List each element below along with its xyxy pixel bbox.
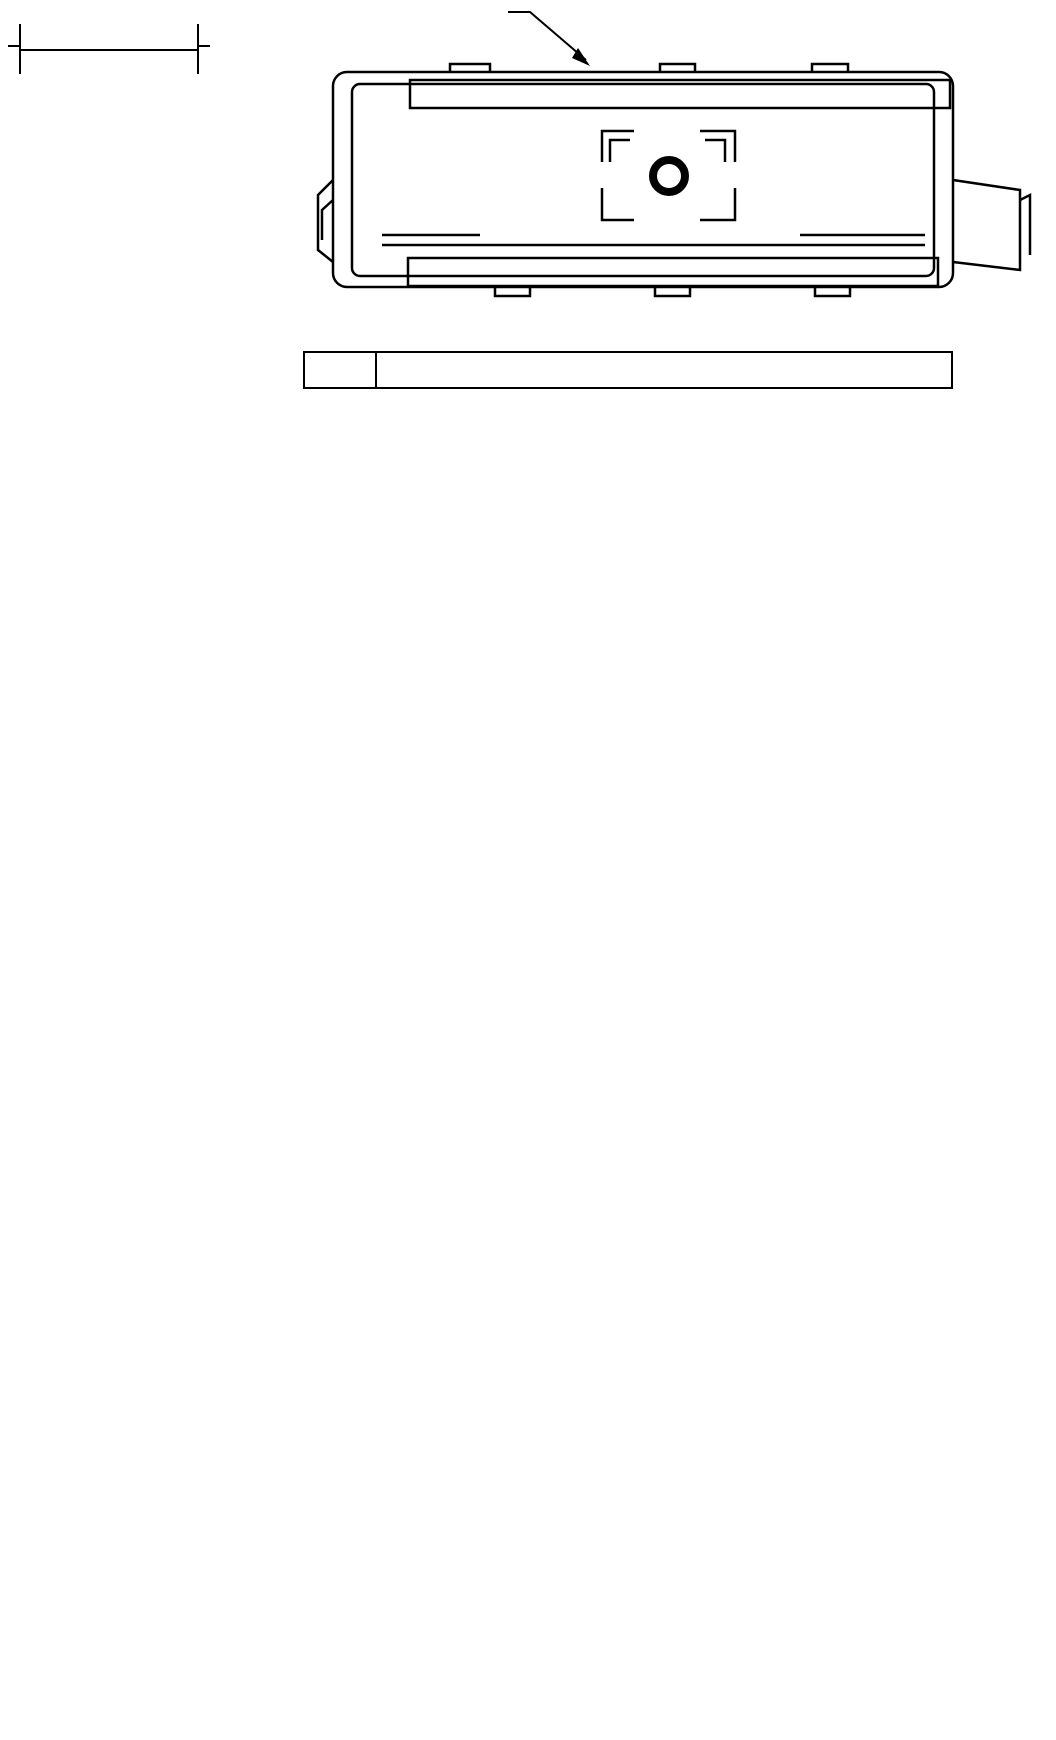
- color-leader-line: [508, 12, 586, 60]
- connector-face: [0, 0, 1056, 340]
- left-latch: [318, 180, 333, 262]
- header-title: [376, 352, 952, 388]
- keying-post: [653, 160, 685, 192]
- header-cav: [304, 352, 376, 388]
- connector-housing: [333, 72, 953, 287]
- instrument-panel-circuits-table: [303, 351, 953, 389]
- right-latch: [953, 180, 1020, 270]
- table-header-row: [304, 352, 952, 388]
